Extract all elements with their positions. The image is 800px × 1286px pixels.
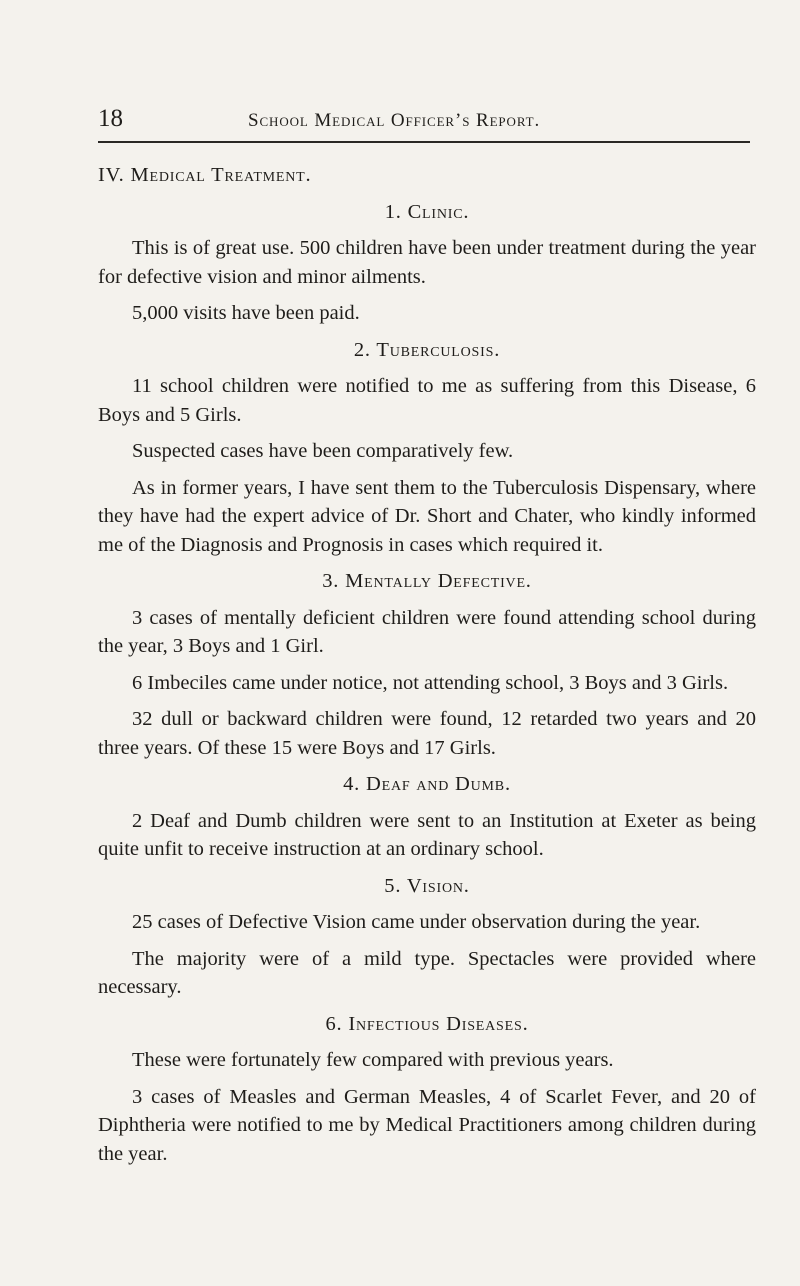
- subsection-heading: 1. Clinic.: [384, 200, 470, 223]
- paragraph: 6 Imbeciles came under notice, not attending school, 3 Boys and 3 Girls.: [132, 671, 729, 694]
- subsection-heading: 4. Deaf and Dumb.: [343, 773, 511, 795]
- paragraph: 3 cases of Measles and German Measles, 4 of Scarlet Fever, and 20 of Diphtheria were notified to me by Medical Practitioners among children during the year.: [98, 1085, 756, 1165]
- paragraph: This is of great use. 500 children have been under treatment during the year for defective vision and minor ailments.: [98, 237, 756, 288]
- paragraph: 5,000 visits have been paid.: [132, 302, 360, 324]
- paragraph: Suspected cases have been comparatively few.: [132, 440, 514, 462]
- page-header: [98, 104, 750, 138]
- subsection-infectious-diseases: [98, 1010, 756, 1169]
- paragraph: 2 Deaf and Dumb children were sent to an Institution at Exeter as being quite unfit to receive instruction at an ordinary school.: [98, 809, 756, 860]
- main-content: [98, 161, 756, 1176]
- subsection-heading: 2. Tuberculosis.: [353, 338, 501, 361]
- subsection-tuberculosis: [98, 336, 756, 560]
- paragraph: As in former years, I have sent them to the Tuberculosis Dispensary, where they have had the expert advice of Dr. Short and Chater, who kindly informed me of the Diagnosis and Prognosis in cases which required it.: [98, 476, 756, 556]
- header-rule: [98, 141, 750, 143]
- paragraph: 25 cases of Defective Vision came under observation during the year.: [132, 911, 701, 933]
- subsection-deaf-and-dumb: [98, 770, 756, 864]
- paragraph: 3 cases of mentally deficient children were found attending school during the year, 3 Boys and 1 Girl.: [98, 606, 756, 657]
- subsection-mentally-defective: [98, 567, 756, 762]
- subsection-heading: 3. Mentally Defective.: [322, 570, 532, 592]
- page-number: 18: [98, 105, 123, 132]
- running-title: School Medical Officer’s Report.: [248, 110, 541, 131]
- subsection-vision: [98, 872, 756, 1002]
- paragraph: These were fortunately few compared with previous years.: [132, 1049, 614, 1071]
- section-title: IV. Medical Treatment.: [98, 164, 312, 186]
- paragraph: 32 dull or backward children were found, 12 retarded two years and 20 three years. Of these 15 were Boys and 17 Girls.: [98, 708, 756, 759]
- subsection-heading: 5. Vision.: [384, 874, 470, 897]
- subsection-heading: 6. Infectious Diseases.: [325, 1012, 529, 1035]
- subsection-clinic: [98, 198, 756, 328]
- paragraph: The majority were of a mild type. Spectacles were provided where necessary.: [98, 947, 756, 998]
- paragraph: 11 school children were notified to me as suffering from this Disease, 6 Boys and 5 Girls.: [98, 375, 756, 426]
